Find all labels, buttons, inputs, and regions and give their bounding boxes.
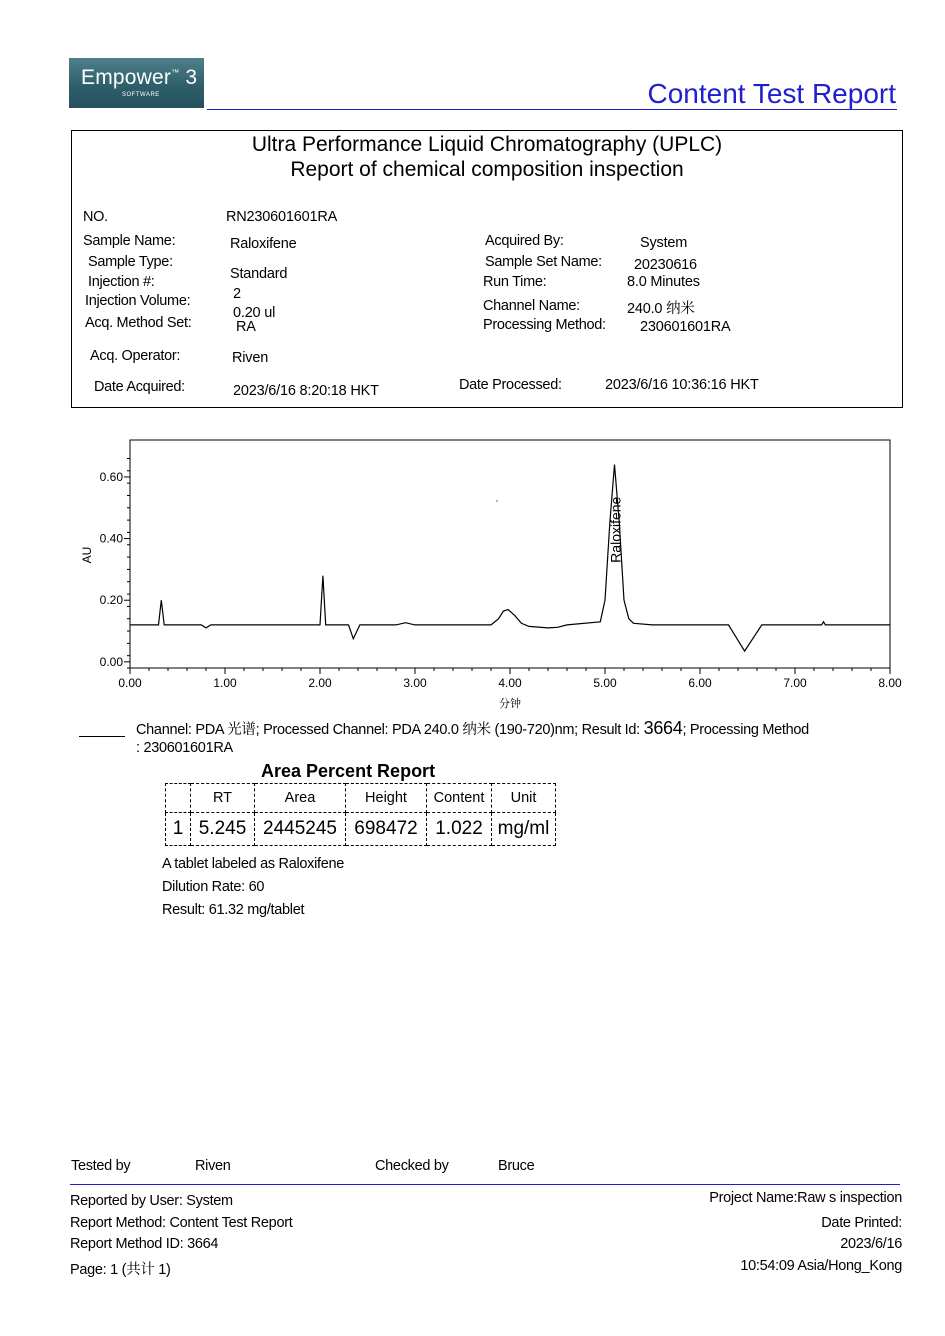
x-tick-label: 7.00 [783,676,807,690]
header-cell: Area [255,784,346,813]
acquired-by-label: Acquired By: [485,233,564,249]
tested-by-value: Riven [195,1158,231,1174]
note-dilution: Dilution Rate: 60 [162,879,265,895]
report-heading-line2: Report of chemical composition inspection [290,158,684,181]
channel-info-line2: : 230601601RA [136,740,233,756]
x-tick-label: 6.00 [688,676,712,690]
page-number: Page: 1 (共计 1) [70,1262,171,1278]
injection-value: 2 [233,286,241,302]
footer-divider [70,1184,900,1185]
report-title: Content Test Report [647,78,896,109]
result-id: 3664 [643,718,683,738]
no-label: NO. [83,209,108,225]
sample-name-label: Sample Name: [83,233,176,249]
x-axis-label: 分钟 [499,698,521,710]
cell-unit: mg/ml [492,813,556,846]
sample-set-label: Sample Set Name: [485,254,602,270]
date-printed-label: Date Printed: [821,1215,902,1231]
table-header-row [166,784,556,813]
cell-content: 1.022 [427,813,492,846]
y-tick-label: 0.40 [99,531,123,546]
checked-by-label: Checked by [375,1158,449,1174]
y-tick-label: 0.60 [99,469,123,484]
empower-logo [69,58,204,108]
injection-volume-value: 0.20 ul [233,305,276,321]
acq-operator-label: Acq. Operator: [90,348,181,364]
chromatogram-trace [130,465,890,651]
acq-operator-value: Riven [232,350,269,366]
channel-info-line1: Channel: PDA 光谱; Processed Channel: PDA 240.0 纳米 (190-720)nm; Result Id: 3664; Processing Method [136,718,809,738]
no-value: RN230601601RA [226,209,338,225]
date-printed-date: 2023/6/16 [840,1236,902,1252]
date-processed-label: Date Processed: [459,377,562,393]
y-tick-label: 0.20 [99,593,123,608]
cell-rt: 5.245 [191,813,255,846]
plot-frame [130,440,890,668]
header-cell: Unit [492,784,556,813]
area-report-title: Area Percent Report [261,761,436,781]
chromatogram-chart [0,430,945,720]
y-axis-label: AU [80,546,94,564]
date-processed-value: 2023/6/16 10:36:16 HKT [605,377,759,393]
y-axis [100,458,130,668]
checked-by-value: Bruce [498,1158,535,1174]
x-tick-label: 8.00 [878,676,902,690]
channel-name-value: 240.0 纳米 [627,301,695,317]
x-tick-label: 5.00 [593,676,617,690]
stray-dot [496,500,497,501]
injection-volume-label: Injection Volume: [85,293,191,309]
cell-index: 1 [166,813,191,846]
injection-label: Injection #: [88,274,155,290]
peak-label-raloxifene: Raloxifene [607,496,624,563]
date-acquired-label: Date Acquired: [94,379,185,395]
logo-sub: SOFTWARE [122,92,160,98]
sample-type-label: Sample Type: [88,254,173,270]
date-acquired-value: 2023/6/16 8:20:18 HKT [233,383,379,399]
area-percent-table [165,783,556,846]
note-result: Result: 61.32 mg/tablet [162,902,305,918]
y-tick-label: 0.00 [99,654,123,669]
acquired-by-value: System [640,235,688,251]
legend-line [79,736,125,737]
header-cell: RT [191,784,255,813]
reported-by: Reported by User: System [70,1193,233,1209]
x-axis [118,668,902,690]
date-printed-time: 10:54:09 Asia/Hong_Kong [740,1258,902,1274]
header-cell [166,784,191,813]
note-sample: A tablet labeled as Raloxifene [162,856,345,872]
x-tick-label: 4.00 [498,676,522,690]
title-divider [207,109,897,110]
sample-type-value: Standard [230,266,288,282]
x-tick-label: 0.00 [118,676,142,690]
report-method: Report Method: Content Test Report [70,1215,293,1231]
header-cell: Height [346,784,427,813]
header-cell: Content [427,784,492,813]
x-tick-label: 1.00 [213,676,237,690]
x-tick-label: 3.00 [403,676,427,690]
report-heading-line1: Ultra Performance Liquid Chromatography (UPLC) [251,133,723,156]
logo-text: Empower™ 3 [81,66,198,89]
table-row [166,813,556,846]
acq-method-label: Acq. Method Set: [85,315,192,331]
sample-info-box [71,130,903,408]
cell-area: 2445245 [255,813,346,846]
processing-method-value: 230601601RA [640,319,731,335]
tested-by-label: Tested by [71,1158,131,1174]
run-time-value: 8.0 Minutes [627,274,700,290]
report-method-id: Report Method ID: 3664 [70,1236,219,1252]
run-time-label: Run Time: [483,274,547,290]
channel-name-label: Channel Name: [483,298,580,314]
sample-set-value: 20230616 [634,257,697,273]
sample-name-value: Raloxifene [230,236,297,252]
cell-height: 698472 [346,813,427,846]
project-name: Project Name:Raw s inspection [709,1190,902,1206]
processing-method-label: Processing Method: [483,317,606,333]
x-tick-label: 2.00 [308,676,332,690]
acq-method-value: RA [236,319,256,335]
